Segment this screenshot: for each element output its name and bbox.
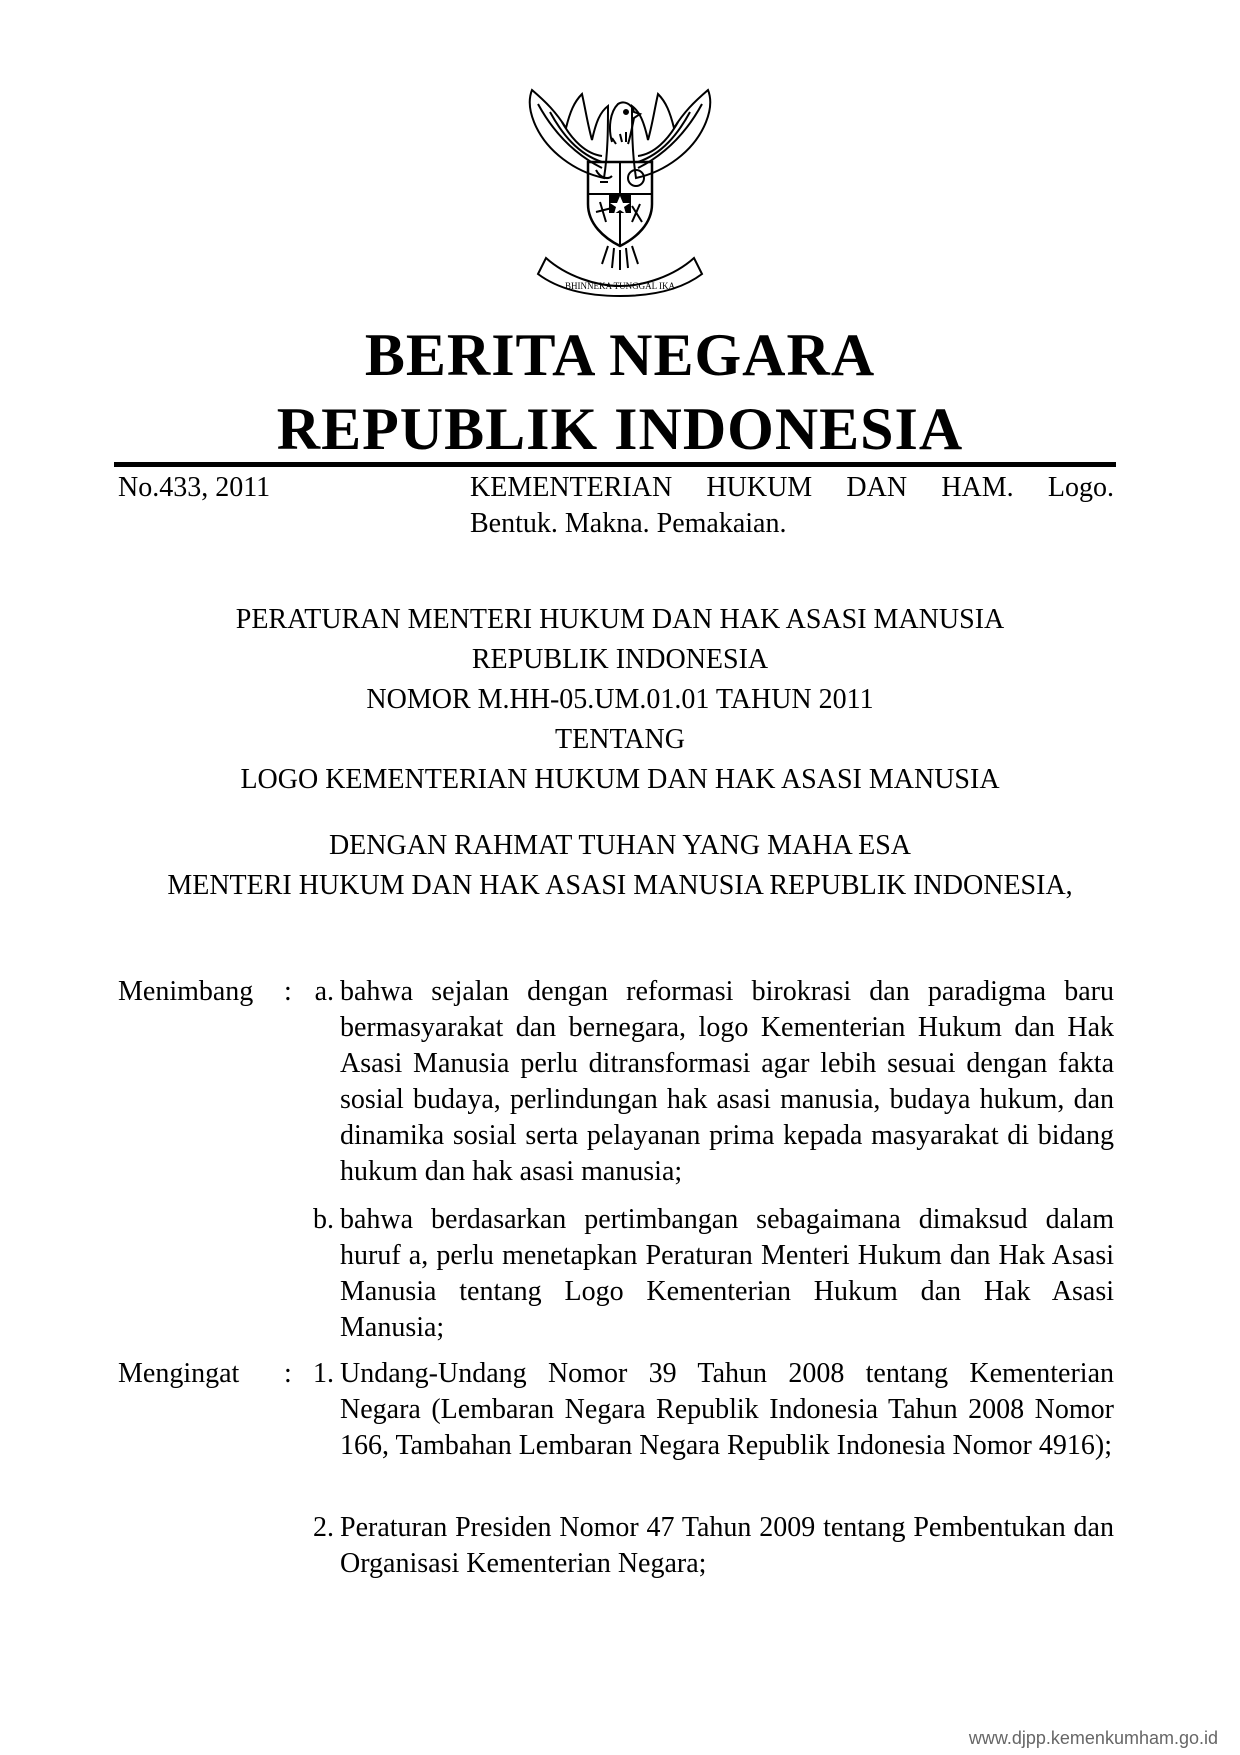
masthead-line2: REPUBLIK INDONESIA [276, 396, 964, 462]
mengingat-item-2: Peraturan Presiden Nomor 47 Tahun 2009 tentang Pembentukan dan Organisasi Kementerian Negara; [340, 1512, 1114, 1579]
svg-text:BHINNEKA TUNGGAL IKA: BHINNEKA TUNGGAL IKA [565, 281, 675, 291]
preamble [0, 826, 1240, 906]
regulation-line2: REPUBLIK INDONESIA [471, 644, 769, 675]
regulation-line5: LOGO KEMENTERIAN HUKUM DAN HAK ASASI MANUSIA [240, 764, 1000, 795]
mengingat-marker-1: 1. [313, 1358, 334, 1389]
footer-url: www.djpp.kemenkumham.go.id [968, 1728, 1218, 1748]
menimbang-label: Menimbang [118, 976, 254, 1007]
subject-line1: KEMENTERIAN HUKUM DAN HAM. Logo. [470, 472, 1114, 503]
mengingat-item-1: Undang-Undang Nomor 39 Tahun 2008 tentang Kementerian Negara (Lembaran Negara Republik Indonesia Tahun 2008 Nomor 166, Tambahan Lembaran Negara Republik Indonesia Nomor 4916); [340, 1358, 1114, 1461]
gazette-number: No.433, 2011 [118, 472, 271, 503]
menimbang-marker-a: a. [314, 976, 334, 1007]
regulation-line3: NOMOR M.HH-05.UM.01.01 TAHUN 2011 [366, 684, 874, 715]
regulation-line1: PERATURAN MENTERI HUKUM DAN HAK ASASI MANUSIA [235, 604, 1005, 635]
menimbang-colon: : [284, 976, 292, 1007]
mengingat-label: Mengingat [118, 1358, 240, 1389]
preamble-line2: MENTERI HUKUM DAN HAK ASASI MANUSIA REPUBLIK INDONESIA, [167, 870, 1073, 901]
gazette-subject [470, 470, 1114, 542]
menimbang-marker-b: b. [313, 1204, 334, 1235]
mengingat-colon: : [284, 1358, 292, 1389]
mengingat-marker-2: 2. [313, 1512, 334, 1543]
regulation-line4: TENTANG [555, 724, 685, 755]
preamble-line1: DENGAN RAHMAT TUHAN YANG MAHA ESA [328, 830, 912, 861]
subject-line2: Bentuk. Makna. Pemakaian. [470, 508, 787, 539]
garuda-emblem-icon [516, 82, 724, 298]
menimbang-item-b: bahwa berdasarkan pertimbangan sebagaimana dimaksud dalam huruf a, perlu menetapkan Peraturan Menteri Hukum dan Hak Asasi Manusia tentang Logo Kementerian Hukum dan Hak Asasi Manusia; [340, 1204, 1114, 1343]
regulation-title [0, 600, 1240, 800]
menimbang-item-a: bahwa sejalan dengan reformasi birokrasi dan paradigma baru bermasyarakat dan bernegara, logo Kementerian Hukum dan Hak Asasi Manusia perlu ditransformasi agar lebih sesuai dengan fakta sosial budaya, perlindungan hak asasi manusia, budaya hukum, dan dinamika sosial serta pelayanan prima kepada masyarakat di bidang hukum dan hak asasi manusia; [340, 976, 1114, 1187]
header-rule [114, 462, 1116, 467]
masthead-line1: BERITA NEGARA [364, 322, 876, 388]
